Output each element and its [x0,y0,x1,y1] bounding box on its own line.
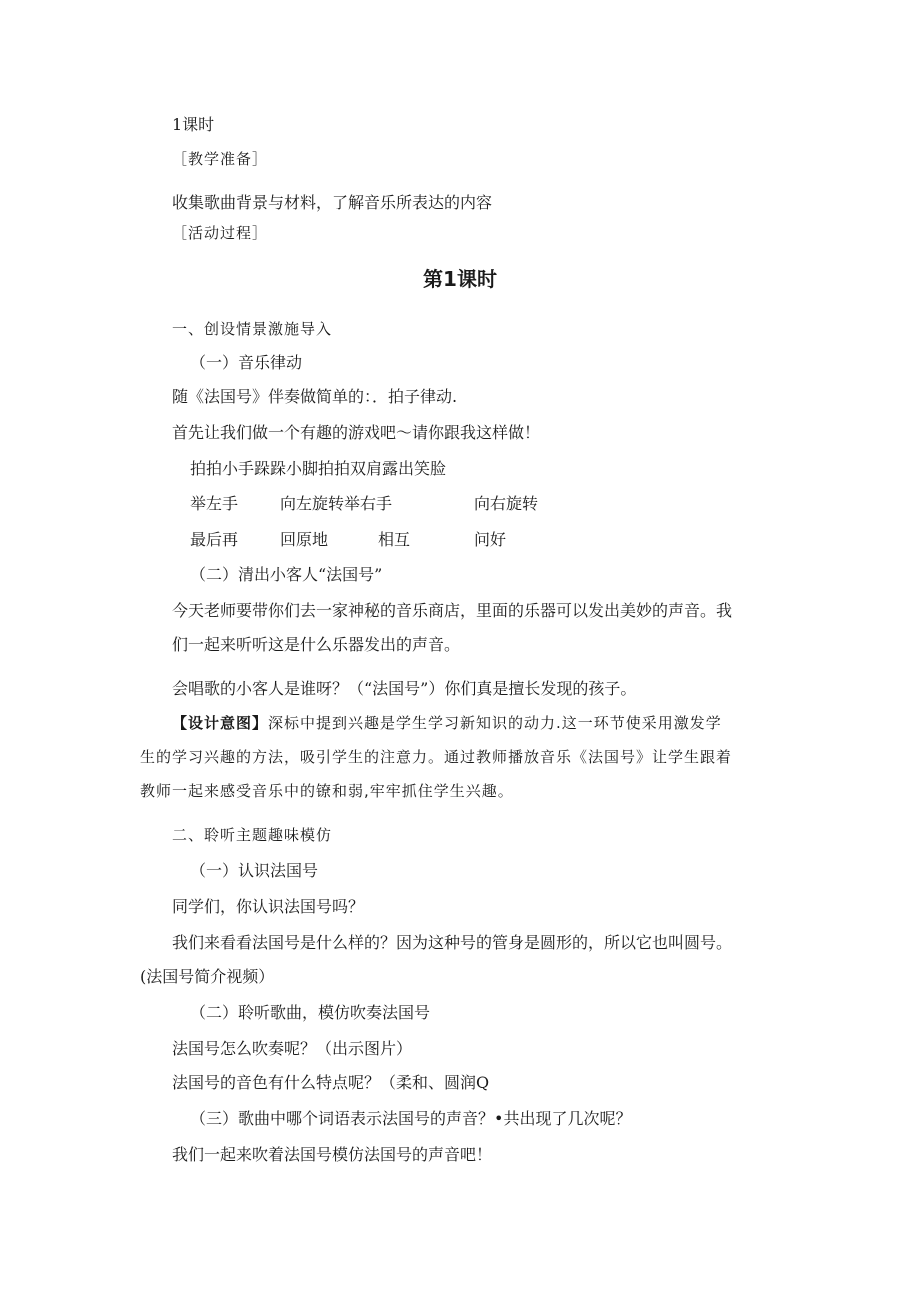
rhyme-row3-col3: 相互 [378,530,411,549]
section2-p4: 法国号的音色有什么特点呢？（柔和、圆润Q [172,1073,490,1092]
design-intent-line2: 生的学习兴趣的方法，吸引学生的注意力。通过教师播放音乐《法国号》让学生跟着 [140,748,733,766]
lesson-duration: 1课时 [172,115,215,134]
rhyme-row3-col4: 问好 [474,530,507,549]
rhyme-row3-col2: 回原地 [280,530,329,549]
lesson-title: 第1课时 [423,267,497,291]
section1-p4: 会唱歌的小客人是谁呀？（“法国号”）你们真是擅长发现的孩子。 [172,679,637,698]
section1-sub1: （一）音乐律动 [190,353,303,372]
section2-sub2: （二）聆听歌曲，模仿吹奏法国号 [190,1003,431,1022]
design-intent-label: 【设计意图】 [172,714,269,732]
section2-p5: 我们一起来吹着法国号模仿法国号的声音吧！ [172,1145,493,1164]
section1-p3-line1: 今天老师要带你们去一家神秘的音乐商店，里面的乐器可以发出美妙的声音。我 [172,601,733,620]
design-intent-line1 [172,712,722,734]
rhyme-row2-col3: 向右旋转 [474,494,539,513]
rhyme-row2-col2: 向左旋转举右手 [280,494,393,513]
section2-p2-line2: (法国号简介视频） [140,967,275,986]
rhyme-row2-col1: 举左手 [190,494,239,513]
design-intent-text1: 深标中提到兴趣是学生学习新知识的动力.这一环节使采用激发学 [268,714,722,732]
section2-p3: 法国号怎么吹奏呢？（出示图片） [172,1039,413,1058]
section1-p3-line2: 们一起来听听这是什么乐器发出的声音。 [172,635,461,654]
rhyme-row3-col1: 最后再 [190,530,239,549]
section2-sub3: （三）歌曲中哪个词语表示法国号的声音？•共出现了几次呢？ [190,1109,632,1128]
section2-sub1: （一）认识法国号 [190,861,319,880]
section2-p1: 同学们，你认识法国号吗？ [172,897,365,916]
section1-heading: 一、创设情景激施导入 [172,320,333,338]
section2-heading: 二、聆听主题趣味模仿 [172,826,333,844]
prep-heading: ［教学准备］ [172,150,269,168]
section1-p2: 首先让我们做一个有趣的游戏吧～请你跟我这样做！ [172,423,541,442]
section1-p1: 随《法国号》伴奏做简单的：．拍子律动. [172,387,458,406]
prep-text: 收集歌曲背景与材料，了解音乐所表达的内容 [172,193,493,212]
design-intent-line3: 教师一起来感受音乐中的镣和弱,牢牢抓住学生兴趣。 [140,782,514,800]
section1-sub2: （二）清出小客人“法国号” [190,565,383,584]
section2-p2-line1: 我们来看看法国号是什么样的？因为这种号的管身是圆形的，所以它也叫圆号。 [172,933,733,952]
rhyme-line1: 拍拍小手跺跺小脚拍拍双肩露出笑脸 [190,459,447,478]
process-heading: ［活动过程］ [172,224,269,242]
